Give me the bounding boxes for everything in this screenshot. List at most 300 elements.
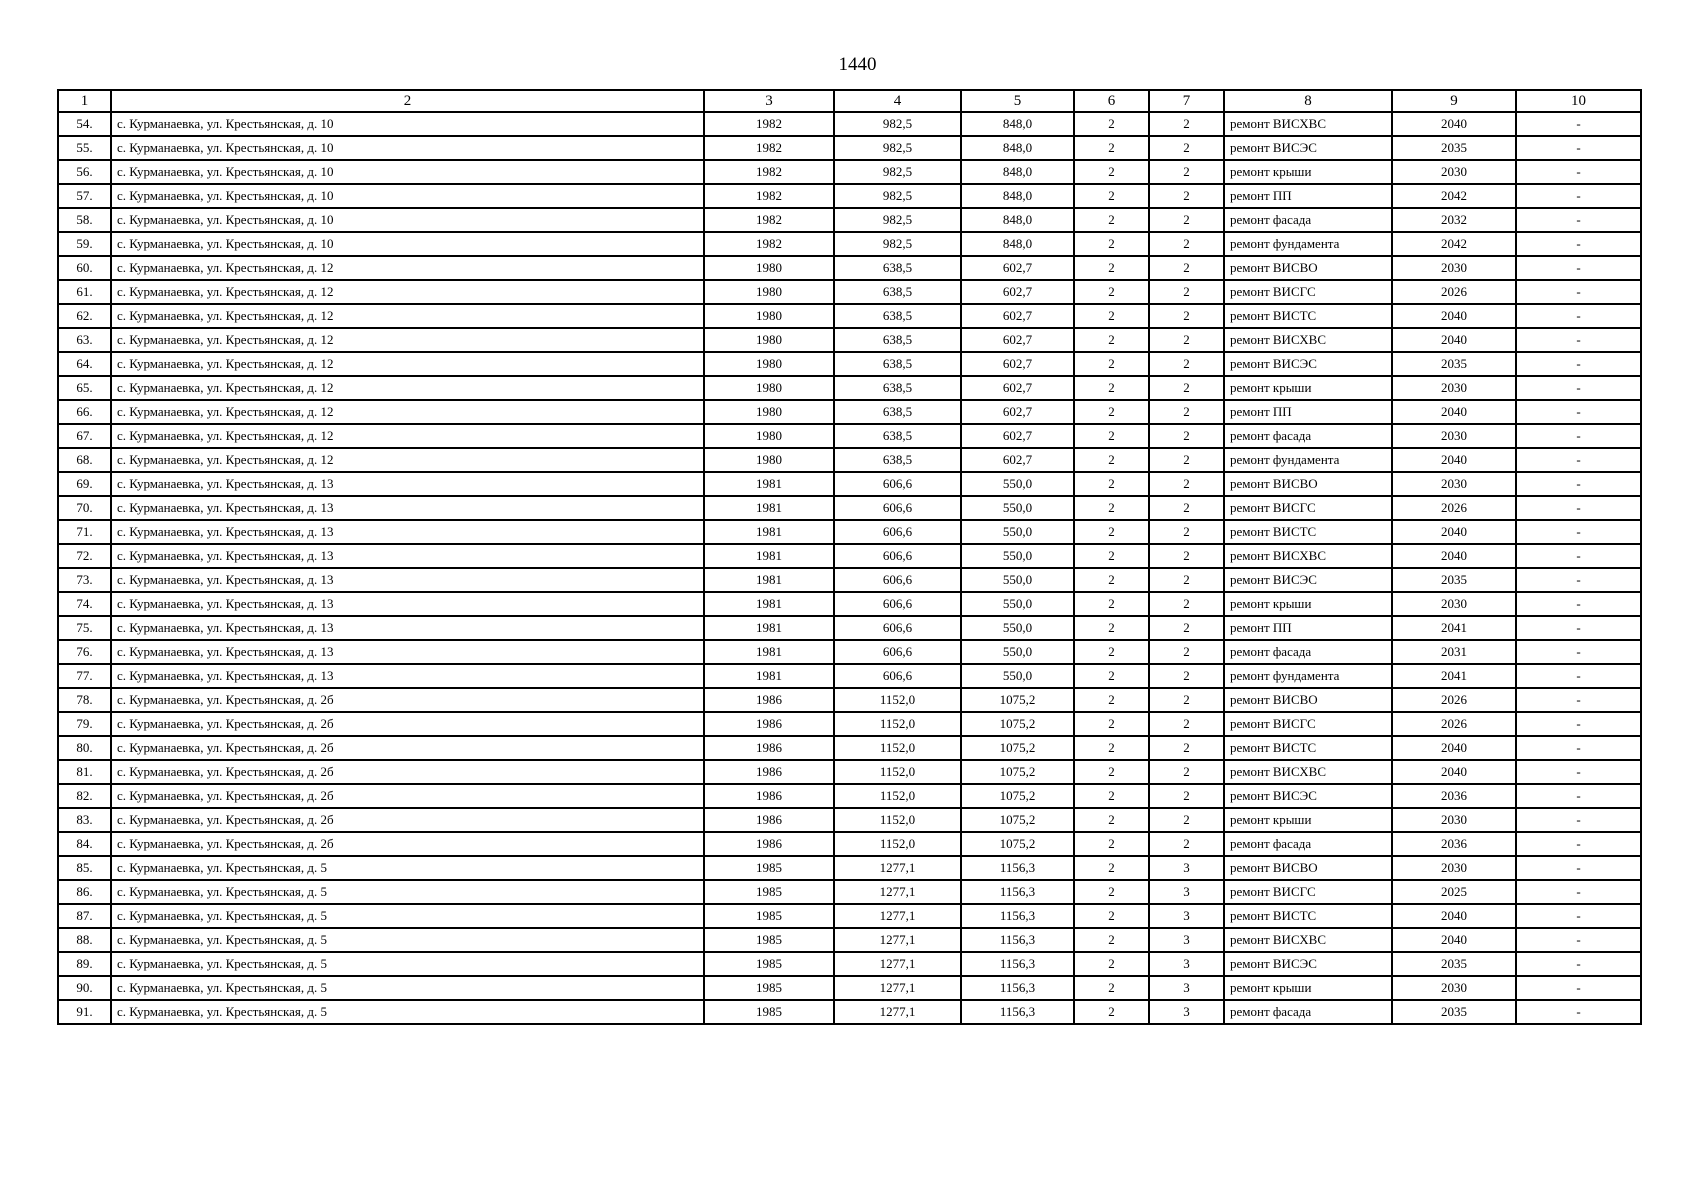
note-cell: - (1516, 232, 1641, 256)
entrances-cell: 3 (1149, 928, 1224, 952)
living-area-cell: 1075,2 (961, 784, 1074, 808)
year-cell: 1980 (704, 376, 834, 400)
table-row (58, 976, 1641, 1000)
row-number-cell: 81. (58, 760, 111, 784)
work-type-cell: ремонт ВИСХВС (1224, 760, 1392, 784)
floors-cell: 2 (1074, 208, 1149, 232)
year-cell: 1986 (704, 736, 834, 760)
planned-year-cell: 2040 (1392, 112, 1516, 136)
floors-cell: 2 (1074, 352, 1149, 376)
table-row (58, 856, 1641, 880)
year-cell: 1986 (704, 832, 834, 856)
entrances-cell: 2 (1149, 640, 1224, 664)
living-area-cell: 550,0 (961, 472, 1074, 496)
planned-year-cell: 2036 (1392, 832, 1516, 856)
table-row (58, 232, 1641, 256)
note-cell: - (1516, 976, 1641, 1000)
table-row (58, 136, 1641, 160)
row-number-cell: 55. (58, 136, 111, 160)
entrances-cell: 2 (1149, 256, 1224, 280)
living-area-cell: 1156,3 (961, 928, 1074, 952)
row-number-cell: 57. (58, 184, 111, 208)
year-cell: 1980 (704, 280, 834, 304)
floors-cell: 2 (1074, 232, 1149, 256)
work-type-cell: ремонт ВИСТС (1224, 904, 1392, 928)
work-type-cell: ремонт ПП (1224, 184, 1392, 208)
row-number-cell: 70. (58, 496, 111, 520)
table-row (58, 472, 1641, 496)
row-number-cell: 82. (58, 784, 111, 808)
address-cell: с. Курманаевка, ул. Крестьянская, д. 10 (111, 208, 704, 232)
row-number-cell: 73. (58, 568, 111, 592)
entrances-cell: 2 (1149, 736, 1224, 760)
note-cell: - (1516, 904, 1641, 928)
total-area-cell: 1152,0 (834, 736, 961, 760)
note-cell: - (1516, 688, 1641, 712)
living-area-cell: 602,7 (961, 376, 1074, 400)
floors-cell: 2 (1074, 688, 1149, 712)
planned-year-cell: 2036 (1392, 784, 1516, 808)
entrances-cell: 3 (1149, 880, 1224, 904)
planned-year-cell: 2041 (1392, 664, 1516, 688)
floors-cell: 2 (1074, 400, 1149, 424)
planned-year-cell: 2026 (1392, 712, 1516, 736)
table-row (58, 520, 1641, 544)
total-area-cell: 1277,1 (834, 856, 961, 880)
work-type-cell: ремонт ПП (1224, 400, 1392, 424)
column-header: 4 (834, 90, 961, 112)
work-type-cell: ремонт фасада (1224, 640, 1392, 664)
table-row (58, 400, 1641, 424)
note-cell: - (1516, 184, 1641, 208)
floors-cell: 2 (1074, 184, 1149, 208)
total-area-cell: 606,6 (834, 544, 961, 568)
entrances-cell: 2 (1149, 352, 1224, 376)
year-cell: 1981 (704, 496, 834, 520)
work-type-cell: ремонт ВИСХВС (1224, 544, 1392, 568)
total-area-cell: 982,5 (834, 232, 961, 256)
total-area-cell: 1152,0 (834, 712, 961, 736)
floors-cell: 2 (1074, 256, 1149, 280)
floors-cell: 2 (1074, 544, 1149, 568)
total-area-cell: 638,5 (834, 304, 961, 328)
floors-cell: 2 (1074, 880, 1149, 904)
total-area-cell: 638,5 (834, 424, 961, 448)
column-header: 2 (111, 90, 704, 112)
planned-year-cell: 2040 (1392, 400, 1516, 424)
total-area-cell: 1152,0 (834, 760, 961, 784)
floors-cell: 2 (1074, 856, 1149, 880)
table-row (58, 784, 1641, 808)
work-type-cell: ремонт крыши (1224, 808, 1392, 832)
living-area-cell: 550,0 (961, 496, 1074, 520)
work-type-cell: ремонт ВИСХВС (1224, 928, 1392, 952)
planned-year-cell: 2030 (1392, 808, 1516, 832)
year-cell: 1982 (704, 232, 834, 256)
floors-cell: 2 (1074, 112, 1149, 136)
address-cell: с. Курманаевка, ул. Крестьянская, д. 10 (111, 112, 704, 136)
floors-cell: 2 (1074, 928, 1149, 952)
table-row (58, 184, 1641, 208)
entrances-cell: 2 (1149, 616, 1224, 640)
table-row (58, 496, 1641, 520)
column-header: 10 (1516, 90, 1641, 112)
year-cell: 1985 (704, 928, 834, 952)
table-row (58, 712, 1641, 736)
work-type-cell: ремонт ВИСЭС (1224, 568, 1392, 592)
floors-cell: 2 (1074, 568, 1149, 592)
note-cell: - (1516, 208, 1641, 232)
year-cell: 1980 (704, 424, 834, 448)
table-row (58, 832, 1641, 856)
note-cell: - (1516, 1000, 1641, 1024)
year-cell: 1982 (704, 136, 834, 160)
floors-cell: 2 (1074, 280, 1149, 304)
year-cell: 1981 (704, 544, 834, 568)
work-type-cell: ремонт ВИСЭС (1224, 952, 1392, 976)
table-row (58, 760, 1641, 784)
year-cell: 1980 (704, 448, 834, 472)
note-cell: - (1516, 712, 1641, 736)
total-area-cell: 638,5 (834, 328, 961, 352)
address-cell: с. Курманаевка, ул. Крестьянская, д. 2б (111, 832, 704, 856)
address-cell: с. Курманаевка, ул. Крестьянская, д. 10 (111, 184, 704, 208)
note-cell: - (1516, 400, 1641, 424)
planned-year-cell: 2030 (1392, 472, 1516, 496)
entrances-cell: 2 (1149, 568, 1224, 592)
work-type-cell: ремонт ВИСВО (1224, 472, 1392, 496)
entrances-cell: 2 (1149, 712, 1224, 736)
floors-cell: 2 (1074, 328, 1149, 352)
address-cell: с. Курманаевка, ул. Крестьянская, д. 5 (111, 904, 704, 928)
planned-year-cell: 2035 (1392, 136, 1516, 160)
floors-cell: 2 (1074, 472, 1149, 496)
entrances-cell: 2 (1149, 520, 1224, 544)
living-area-cell: 550,0 (961, 640, 1074, 664)
address-cell: с. Курманаевка, ул. Крестьянская, д. 5 (111, 928, 704, 952)
note-cell: - (1516, 664, 1641, 688)
living-area-cell: 848,0 (961, 136, 1074, 160)
living-area-cell: 602,7 (961, 256, 1074, 280)
year-cell: 1981 (704, 616, 834, 640)
work-type-cell: ремонт ВИСТС (1224, 736, 1392, 760)
total-area-cell: 606,6 (834, 616, 961, 640)
floors-cell: 2 (1074, 808, 1149, 832)
row-number-cell: 88. (58, 928, 111, 952)
address-cell: с. Курманаевка, ул. Крестьянская, д. 13 (111, 616, 704, 640)
year-cell: 1980 (704, 400, 834, 424)
column-header: 9 (1392, 90, 1516, 112)
work-type-cell: ремонт крыши (1224, 376, 1392, 400)
total-area-cell: 1152,0 (834, 784, 961, 808)
planned-year-cell: 2042 (1392, 232, 1516, 256)
row-number-cell: 64. (58, 352, 111, 376)
living-area-cell: 1156,3 (961, 880, 1074, 904)
planned-year-cell: 2031 (1392, 640, 1516, 664)
living-area-cell: 1156,3 (961, 952, 1074, 976)
row-number-cell: 68. (58, 448, 111, 472)
entrances-cell: 2 (1149, 400, 1224, 424)
table-row (58, 112, 1641, 136)
note-cell: - (1516, 448, 1641, 472)
row-number-cell: 90. (58, 976, 111, 1000)
planned-year-cell: 2040 (1392, 448, 1516, 472)
total-area-cell: 982,5 (834, 112, 961, 136)
year-cell: 1981 (704, 520, 834, 544)
work-type-cell: ремонт ВИСТС (1224, 520, 1392, 544)
table-row (58, 352, 1641, 376)
year-cell: 1982 (704, 112, 834, 136)
total-area-cell: 606,6 (834, 496, 961, 520)
entrances-cell: 2 (1149, 304, 1224, 328)
year-cell: 1982 (704, 208, 834, 232)
floors-cell: 2 (1074, 640, 1149, 664)
floors-cell: 2 (1074, 376, 1149, 400)
note-cell: - (1516, 112, 1641, 136)
address-cell: с. Курманаевка, ул. Крестьянская, д. 13 (111, 472, 704, 496)
address-cell: с. Курманаевка, ул. Крестьянская, д. 12 (111, 256, 704, 280)
entrances-cell: 2 (1149, 376, 1224, 400)
living-area-cell: 550,0 (961, 568, 1074, 592)
address-cell: с. Курманаевка, ул. Крестьянская, д. 5 (111, 952, 704, 976)
floors-cell: 2 (1074, 760, 1149, 784)
address-cell: с. Курманаевка, ул. Крестьянская, д. 2б (111, 736, 704, 760)
total-area-cell: 638,5 (834, 280, 961, 304)
floors-cell: 2 (1074, 304, 1149, 328)
table-row (58, 688, 1641, 712)
total-area-cell: 982,5 (834, 208, 961, 232)
year-cell: 1982 (704, 184, 834, 208)
address-cell: с. Курманаевка, ул. Крестьянская, д. 12 (111, 280, 704, 304)
living-area-cell: 550,0 (961, 664, 1074, 688)
living-area-cell: 550,0 (961, 520, 1074, 544)
row-number-cell: 85. (58, 856, 111, 880)
row-number-cell: 80. (58, 736, 111, 760)
note-cell: - (1516, 880, 1641, 904)
floors-cell: 2 (1074, 784, 1149, 808)
year-cell: 1986 (704, 712, 834, 736)
address-cell: с. Курманаевка, ул. Крестьянская, д. 13 (111, 520, 704, 544)
table-row (58, 568, 1641, 592)
year-cell: 1980 (704, 328, 834, 352)
work-type-cell: ремонт ВИСГС (1224, 496, 1392, 520)
living-area-cell: 1075,2 (961, 712, 1074, 736)
row-number-cell: 56. (58, 160, 111, 184)
work-type-cell: ремонт ВИСВО (1224, 256, 1392, 280)
total-area-cell: 1277,1 (834, 880, 961, 904)
address-cell: с. Курманаевка, ул. Крестьянская, д. 5 (111, 880, 704, 904)
total-area-cell: 1152,0 (834, 832, 961, 856)
planned-year-cell: 2030 (1392, 856, 1516, 880)
column-header: 8 (1224, 90, 1392, 112)
floors-cell: 2 (1074, 952, 1149, 976)
living-area-cell: 550,0 (961, 592, 1074, 616)
total-area-cell: 982,5 (834, 160, 961, 184)
total-area-cell: 638,5 (834, 376, 961, 400)
living-area-cell: 1075,2 (961, 688, 1074, 712)
living-area-cell: 1075,2 (961, 736, 1074, 760)
page-number: 1440 (838, 54, 877, 75)
row-number-cell: 84. (58, 832, 111, 856)
work-type-cell: ремонт фундамента (1224, 664, 1392, 688)
work-type-cell: ремонт ВИСЭС (1224, 352, 1392, 376)
planned-year-cell: 2040 (1392, 328, 1516, 352)
column-header: 5 (961, 90, 1074, 112)
entrances-cell: 2 (1149, 808, 1224, 832)
entrances-cell: 2 (1149, 424, 1224, 448)
planned-year-cell: 2030 (1392, 160, 1516, 184)
note-cell: - (1516, 640, 1641, 664)
address-cell: с. Курманаевка, ул. Крестьянская, д. 12 (111, 424, 704, 448)
entrances-cell: 2 (1149, 280, 1224, 304)
work-type-cell: ремонт ВИСГС (1224, 880, 1392, 904)
planned-year-cell: 2040 (1392, 544, 1516, 568)
data-table (57, 89, 1642, 1025)
row-number-cell: 60. (58, 256, 111, 280)
row-number-cell: 59. (58, 232, 111, 256)
row-number-cell: 91. (58, 1000, 111, 1024)
row-number-cell: 71. (58, 520, 111, 544)
row-number-cell: 78. (58, 688, 111, 712)
note-cell: - (1516, 808, 1641, 832)
floors-cell: 2 (1074, 1000, 1149, 1024)
column-header: 3 (704, 90, 834, 112)
total-area-cell: 1152,0 (834, 808, 961, 832)
entrances-cell: 2 (1149, 328, 1224, 352)
year-cell: 1982 (704, 160, 834, 184)
work-type-cell: ремонт ВИСТС (1224, 304, 1392, 328)
note-cell: - (1516, 304, 1641, 328)
table-row (58, 160, 1641, 184)
entrances-cell: 3 (1149, 976, 1224, 1000)
note-cell: - (1516, 736, 1641, 760)
total-area-cell: 1277,1 (834, 904, 961, 928)
planned-year-cell: 2035 (1392, 568, 1516, 592)
note-cell: - (1516, 256, 1641, 280)
address-cell: с. Курманаевка, ул. Крестьянская, д. 13 (111, 640, 704, 664)
table-row (58, 640, 1641, 664)
planned-year-cell: 2040 (1392, 520, 1516, 544)
living-area-cell: 1075,2 (961, 760, 1074, 784)
year-cell: 1980 (704, 304, 834, 328)
total-area-cell: 606,6 (834, 664, 961, 688)
column-header: 1 (58, 90, 111, 112)
floors-cell: 2 (1074, 448, 1149, 472)
address-cell: с. Курманаевка, ул. Крестьянская, д. 13 (111, 568, 704, 592)
row-number-cell: 86. (58, 880, 111, 904)
work-type-cell: ремонт крыши (1224, 976, 1392, 1000)
row-number-cell: 69. (58, 472, 111, 496)
work-type-cell: ремонт ВИСЭС (1224, 784, 1392, 808)
floors-cell: 2 (1074, 664, 1149, 688)
table-row (58, 664, 1641, 688)
year-cell: 1985 (704, 880, 834, 904)
year-cell: 1986 (704, 760, 834, 784)
row-number-cell: 58. (58, 208, 111, 232)
row-number-cell: 65. (58, 376, 111, 400)
total-area-cell: 638,5 (834, 448, 961, 472)
row-number-cell: 83. (58, 808, 111, 832)
work-type-cell: ремонт ВИСХВС (1224, 112, 1392, 136)
row-number-cell: 67. (58, 424, 111, 448)
note-cell: - (1516, 592, 1641, 616)
address-cell: с. Курманаевка, ул. Крестьянская, д. 5 (111, 856, 704, 880)
note-cell: - (1516, 952, 1641, 976)
address-cell: с. Курманаевка, ул. Крестьянская, д. 13 (111, 544, 704, 568)
entrances-cell: 2 (1149, 136, 1224, 160)
note-cell: - (1516, 472, 1641, 496)
address-cell: с. Курманаевка, ул. Крестьянская, д. 12 (111, 328, 704, 352)
living-area-cell: 602,7 (961, 424, 1074, 448)
total-area-cell: 1277,1 (834, 952, 961, 976)
living-area-cell: 848,0 (961, 184, 1074, 208)
column-header: 6 (1074, 90, 1149, 112)
address-cell: с. Курманаевка, ул. Крестьянская, д. 12 (111, 448, 704, 472)
total-area-cell: 606,6 (834, 568, 961, 592)
note-cell: - (1516, 856, 1641, 880)
row-number-cell: 89. (58, 952, 111, 976)
address-cell: с. Курманаевка, ул. Крестьянская, д. 10 (111, 136, 704, 160)
table-row (58, 928, 1641, 952)
entrances-cell: 2 (1149, 232, 1224, 256)
table-row (58, 280, 1641, 304)
address-cell: с. Курманаевка, ул. Крестьянская, д. 5 (111, 1000, 704, 1024)
table-row (58, 904, 1641, 928)
row-number-cell: 54. (58, 112, 111, 136)
note-cell: - (1516, 328, 1641, 352)
work-type-cell: ремонт фасада (1224, 424, 1392, 448)
year-cell: 1981 (704, 568, 834, 592)
work-type-cell: ремонт фасада (1224, 832, 1392, 856)
table-row (58, 736, 1641, 760)
entrances-cell: 2 (1149, 784, 1224, 808)
total-area-cell: 1152,0 (834, 688, 961, 712)
row-number-cell: 62. (58, 304, 111, 328)
planned-year-cell: 2040 (1392, 736, 1516, 760)
floors-cell: 2 (1074, 496, 1149, 520)
entrances-cell: 2 (1149, 472, 1224, 496)
work-type-cell: ремонт крыши (1224, 160, 1392, 184)
note-cell: - (1516, 352, 1641, 376)
floors-cell: 2 (1074, 136, 1149, 160)
living-area-cell: 848,0 (961, 232, 1074, 256)
work-type-cell: ремонт ВИСЭС (1224, 136, 1392, 160)
total-area-cell: 638,5 (834, 352, 961, 376)
total-area-cell: 606,6 (834, 520, 961, 544)
year-cell: 1985 (704, 856, 834, 880)
living-area-cell: 602,7 (961, 448, 1074, 472)
work-type-cell: ремонт фундамента (1224, 448, 1392, 472)
planned-year-cell: 2040 (1392, 928, 1516, 952)
work-type-cell: ремонт ВИСГС (1224, 712, 1392, 736)
total-area-cell: 1277,1 (834, 1000, 961, 1024)
planned-year-cell: 2030 (1392, 424, 1516, 448)
planned-year-cell: 2035 (1392, 952, 1516, 976)
row-number-cell: 79. (58, 712, 111, 736)
work-type-cell: ремонт ВИСХВС (1224, 328, 1392, 352)
table-row (58, 304, 1641, 328)
entrances-cell: 2 (1149, 160, 1224, 184)
living-area-cell: 1156,3 (961, 976, 1074, 1000)
year-cell: 1985 (704, 1000, 834, 1024)
note-cell: - (1516, 136, 1641, 160)
address-cell: с. Курманаевка, ул. Крестьянская, д. 5 (111, 976, 704, 1000)
address-cell: с. Курманаевка, ул. Крестьянская, д. 13 (111, 496, 704, 520)
floors-cell: 2 (1074, 520, 1149, 544)
row-number-cell: 61. (58, 280, 111, 304)
note-cell: - (1516, 616, 1641, 640)
floors-cell: 2 (1074, 832, 1149, 856)
